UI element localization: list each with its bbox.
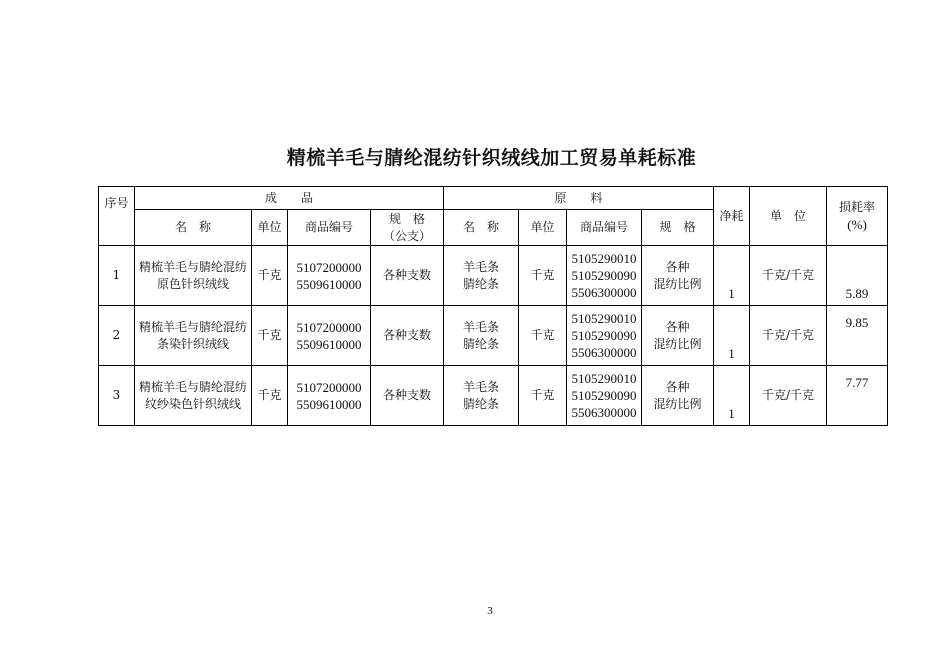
document-title: 精梳羊毛与腈纶混纺针织绒线加工贸易单耗标准 xyxy=(286,147,697,169)
table-row xyxy=(99,246,888,306)
page-number: 3 xyxy=(487,605,493,617)
row-material-spec xyxy=(642,366,714,426)
header-loss-rate xyxy=(827,187,888,246)
header-product-name: 名 称 xyxy=(135,210,252,246)
row-material-codes xyxy=(567,246,642,306)
header-material-code: 商品编号 xyxy=(567,210,642,246)
material-name: 羊毛条 xyxy=(463,319,500,334)
row-material-spec xyxy=(642,246,714,306)
row-material-unit: 千克 xyxy=(519,366,567,426)
material-name: 腈纶条 xyxy=(463,396,500,411)
row-materials xyxy=(444,246,519,306)
row-net-consumption: 1 xyxy=(714,306,750,366)
header-row-1 xyxy=(99,187,888,210)
header-product-spec xyxy=(371,210,444,246)
row-product-spec: 各种支数 xyxy=(371,366,444,426)
header-loss-rate-label: 损耗率 xyxy=(839,200,876,214)
row-product-unit: 千克 xyxy=(252,366,288,426)
row-product-name xyxy=(135,366,252,426)
row-seq: 2 xyxy=(99,306,135,366)
material-spec-line: 混纺比例 xyxy=(653,396,702,411)
header-material-spec: 规 格 xyxy=(642,210,714,246)
product-name-line: 原色针织绒线 xyxy=(156,276,229,291)
header-product-spec-label: 规 格 xyxy=(389,211,426,226)
row-net-consumption: 1 xyxy=(714,246,750,306)
product-code: 5509610000 xyxy=(296,336,362,352)
row-material-unit: 千克 xyxy=(519,246,567,306)
header-unit: 单 位 xyxy=(750,187,827,246)
material-code: 5105290010 xyxy=(571,251,637,266)
material-spec-line: 混纺比例 xyxy=(653,336,702,351)
product-name-line: 纹纱染色针织绒线 xyxy=(144,396,241,411)
row-unit: 千克/千克 xyxy=(750,306,827,366)
product-name-line: 条染针织绒线 xyxy=(156,336,229,351)
row-seq: 1 xyxy=(99,246,135,306)
table-row xyxy=(99,366,888,426)
consumption-standard-table xyxy=(98,186,888,426)
header-material-name: 名 称 xyxy=(444,210,519,246)
material-name: 羊毛条 xyxy=(463,259,500,274)
header-material-group: 原 料 xyxy=(444,187,714,210)
material-code: 5506300000 xyxy=(571,285,637,300)
row-product-unit: 千克 xyxy=(252,246,288,306)
material-code: 5506300000 xyxy=(571,405,637,420)
material-code: 5506300000 xyxy=(571,345,637,360)
row-product-unit: 千克 xyxy=(252,306,288,366)
product-code: 5107200000 xyxy=(296,259,362,275)
row-loss-rate: 7.77 xyxy=(827,366,888,426)
product-name-line: 精梳羊毛与腈纶混纺 xyxy=(138,319,247,334)
row-seq: 3 xyxy=(99,366,135,426)
row-product-name xyxy=(135,246,252,306)
row-unit: 千克/千克 xyxy=(750,366,827,426)
row-product-codes xyxy=(288,246,371,306)
header-loss-rate-unit: (%) xyxy=(847,217,867,232)
row-materials xyxy=(444,366,519,426)
row-product-name xyxy=(135,306,252,366)
row-loss-rate: 5.89 xyxy=(827,246,888,306)
table-row xyxy=(99,306,888,366)
header-product-spec-unit: （公支） xyxy=(383,228,432,243)
row-materials xyxy=(444,306,519,366)
row-loss-rate: 9.85 xyxy=(827,306,888,366)
product-code: 5107200000 xyxy=(296,379,362,395)
row-net-consumption: 1 xyxy=(714,366,750,426)
product-name-line: 精梳羊毛与腈纶混纺 xyxy=(138,379,247,394)
material-spec-line: 各种 xyxy=(665,379,690,394)
row-material-spec xyxy=(642,306,714,366)
header-material-unit: 单位 xyxy=(519,210,567,246)
row-unit: 千克/千克 xyxy=(750,246,827,306)
header-product-group: 成 品 xyxy=(135,187,444,210)
product-code: 5509610000 xyxy=(296,276,362,292)
row-material-unit: 千克 xyxy=(519,306,567,366)
row-material-codes xyxy=(567,306,642,366)
material-code: 5105290010 xyxy=(571,311,637,326)
row-product-spec: 各种支数 xyxy=(371,306,444,366)
product-code: 5107200000 xyxy=(296,319,362,335)
material-name: 腈纶条 xyxy=(463,276,500,291)
material-spec-line: 混纺比例 xyxy=(653,276,702,291)
material-code: 5105290090 xyxy=(571,328,637,343)
material-name: 腈纶条 xyxy=(463,336,500,351)
product-name-line: 精梳羊毛与腈纶混纺 xyxy=(138,259,247,274)
material-code: 5105290090 xyxy=(571,388,637,403)
header-net-consumption: 净耗 xyxy=(714,187,750,246)
material-spec-line: 各种 xyxy=(665,319,690,334)
row-product-codes xyxy=(288,366,371,426)
material-name: 羊毛条 xyxy=(463,379,500,394)
material-spec-line: 各种 xyxy=(665,259,690,274)
row-material-codes xyxy=(567,366,642,426)
material-code: 5105290090 xyxy=(571,268,637,283)
header-seq: 序号 xyxy=(99,187,135,246)
header-product-code: 商品编号 xyxy=(288,210,371,246)
material-code: 5105290010 xyxy=(571,371,637,386)
header-product-unit: 单位 xyxy=(252,210,288,246)
product-code: 5509610000 xyxy=(296,396,362,412)
row-product-codes xyxy=(288,306,371,366)
row-product-spec: 各种支数 xyxy=(371,246,444,306)
